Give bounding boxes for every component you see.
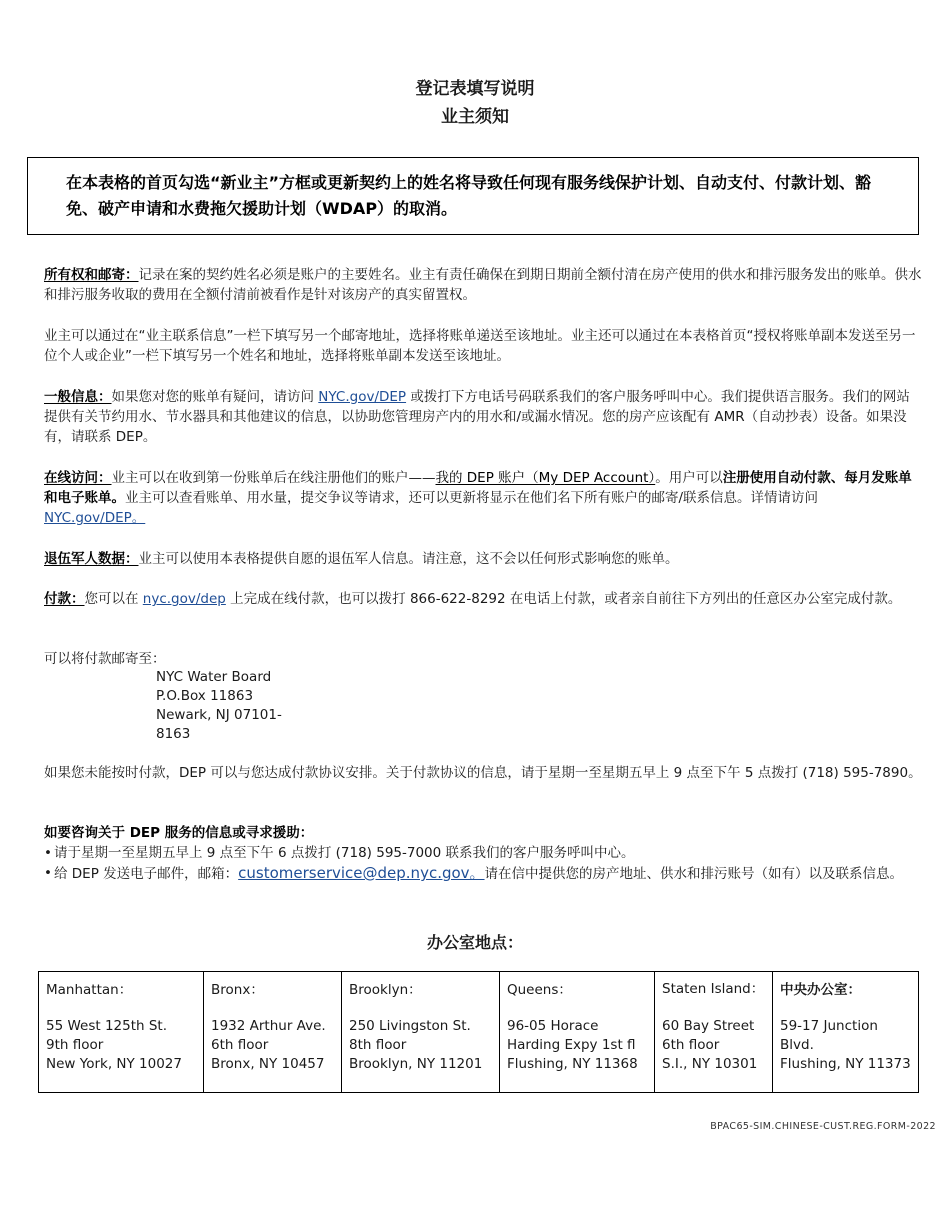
general-info-section: 一般信息：如果您对您的账单有疑问，请访问 NYC.gov/DEP 或拨打下方电话号码联系我们的客户服务呼叫中心。我们提供语言服务。我们的网站提供有关节约用水、节水器具和其他建议的信息，以协助您管理房产内的用水和/或漏水情况。您的房产应该配有 AMR（自动抄表）设备。如果没有，请联系 DEP。 (44, 389, 910, 445)
help-section (44, 823, 922, 884)
veteran-section: 退伍军人数据：业主可以使用本表格提供自愿的退伍军人信息。请注意，这不会以任何形式影响您的账单。 (44, 551, 679, 567)
help-heading: 如要咨询关于 DEP 服务的信息或寻求援助： (44, 825, 314, 841)
page-title: 登记表填写说明 (415, 79, 535, 99)
page-subtitle: 业主须知 (441, 107, 509, 127)
general-info-heading: 一般信息： (44, 389, 112, 405)
form-code-footer: BPAC65-SIM.CHINESE-CUST.REG.FORM-2022 (710, 1121, 936, 1132)
office-brooklyn: Brooklyn： 250 Livingston St. 8th floor Brooklyn, NY 11201 (342, 972, 500, 1093)
payment-heading: 付款： (44, 591, 85, 607)
online-access-heading: 在线访问： (44, 470, 112, 486)
ownership-section (44, 265, 922, 305)
office-central: 中央办公室： 59-17 Junction Blvd. Flushing, NY 11373 (773, 972, 919, 1093)
nyc-dep-link[interactable]: NYC.gov/DEP (318, 389, 407, 405)
office-bronx: Bronx： 1932 Arthur Ave. 6th floor Bronx, NY 10457 (204, 972, 342, 1093)
online-access-section: 在线访问：业主可以在收到第一份账单后在线注册他们的账户——我的 DEP 账户（My DEP Account）。用户可以注册使用自动付款、每月发账单和电子账单。业主可以查看账单、用水量，提交争议等请求，还可以更新将显示在他们名下所有账户的邮寄/联系信息。详情请访问 NYC.gov/DEP。 (44, 470, 912, 526)
mailing-address: NYC Water Board P.O.Box 11863 Newark, NJ 07101- 8163 (156, 669, 282, 742)
my-dep-account-text: 我的 DEP 账户（My DEP Account） (435, 470, 656, 486)
cancellation-notice-box: 在本表格的首页勾选“新业主”方框或更新契约上的姓名将导致任何现有服务线保护计划、自动支付、付款计划、豁免、破产申请和水费拖欠援助计划（WDAP）的取消。 (27, 157, 919, 235)
office-queens: Queens： 96-05 Horace Harding Expy 1st fl Flushing, NY 11368 (500, 972, 655, 1093)
office-staten-island: Staten Island： 60 Bay Street 6th floor S.I., NY 10301 (655, 972, 773, 1093)
veteran-heading: 退伍军人数据： (44, 551, 139, 567)
late-payment-text: 如果您未能按时付款，DEP 可以与您达成付款协议安排。关于付款协议的信息，请于星期一至星期五早上 9 点至下午 5 点拨打 (718) 595-7890。 (44, 765, 922, 781)
ownership-heading: 所有权和邮寄： (44, 267, 139, 283)
payment-section: 付款：您可以在 nyc.gov/dep 上完成在线付款，也可以拨打 866-622-8292 在电话上付款，或者亲自前往下方列出的任意区办公室完成付款。 (44, 591, 902, 607)
payment-link[interactable]: nyc.gov/dep (142, 591, 226, 607)
customer-service-email-link[interactable]: customerservice@dep.nyc.gov。 (238, 864, 485, 882)
nyc-dep-link-2[interactable]: NYC.gov/DEP。 (44, 510, 146, 526)
ownership-alt-address-text: 业主可以通过在“业主联系信息”一栏下填写另一个邮寄地址，选择将账单递送至该地址。业主还可以通过在本表格首页“授权将账单副本发送至另一位个人或企业”一栏下填写另一个姓名和地址，选择将账单副本发送至该地址。 (44, 328, 916, 364)
ownership-text: 记录在案的契约姓名必须是账户的主要姓名。业主有责任确保在到期日期前全额付清在房产使用的供水和排污服务发出的账单。供水和排污服务收取的费用在全额付清前被看作是针对该房产的真实留置权。 (44, 267, 922, 303)
office-locations-title: 办公室地点： (426, 933, 523, 952)
mail-payment-intro: 可以将付款邮寄至： (44, 651, 166, 667)
help-bullet-phone: • 请于星期一至星期五早上 9 点至下午 6 点拨打 (718) 595-7000 联系我们的客户服务呼叫中心。 (44, 845, 635, 861)
office-manhattan: Manhattan： 55 West 125th St. 9th floor New York, NY 10027 (39, 972, 204, 1093)
office-locations-table (38, 971, 919, 1093)
help-bullet-email: • 给 DEP 发送电子邮件，邮箱：customerservice@dep.nyc.gov。请在信中提供您的房产地址、供水和排污账号（如有）以及联系信息。 (44, 864, 904, 882)
